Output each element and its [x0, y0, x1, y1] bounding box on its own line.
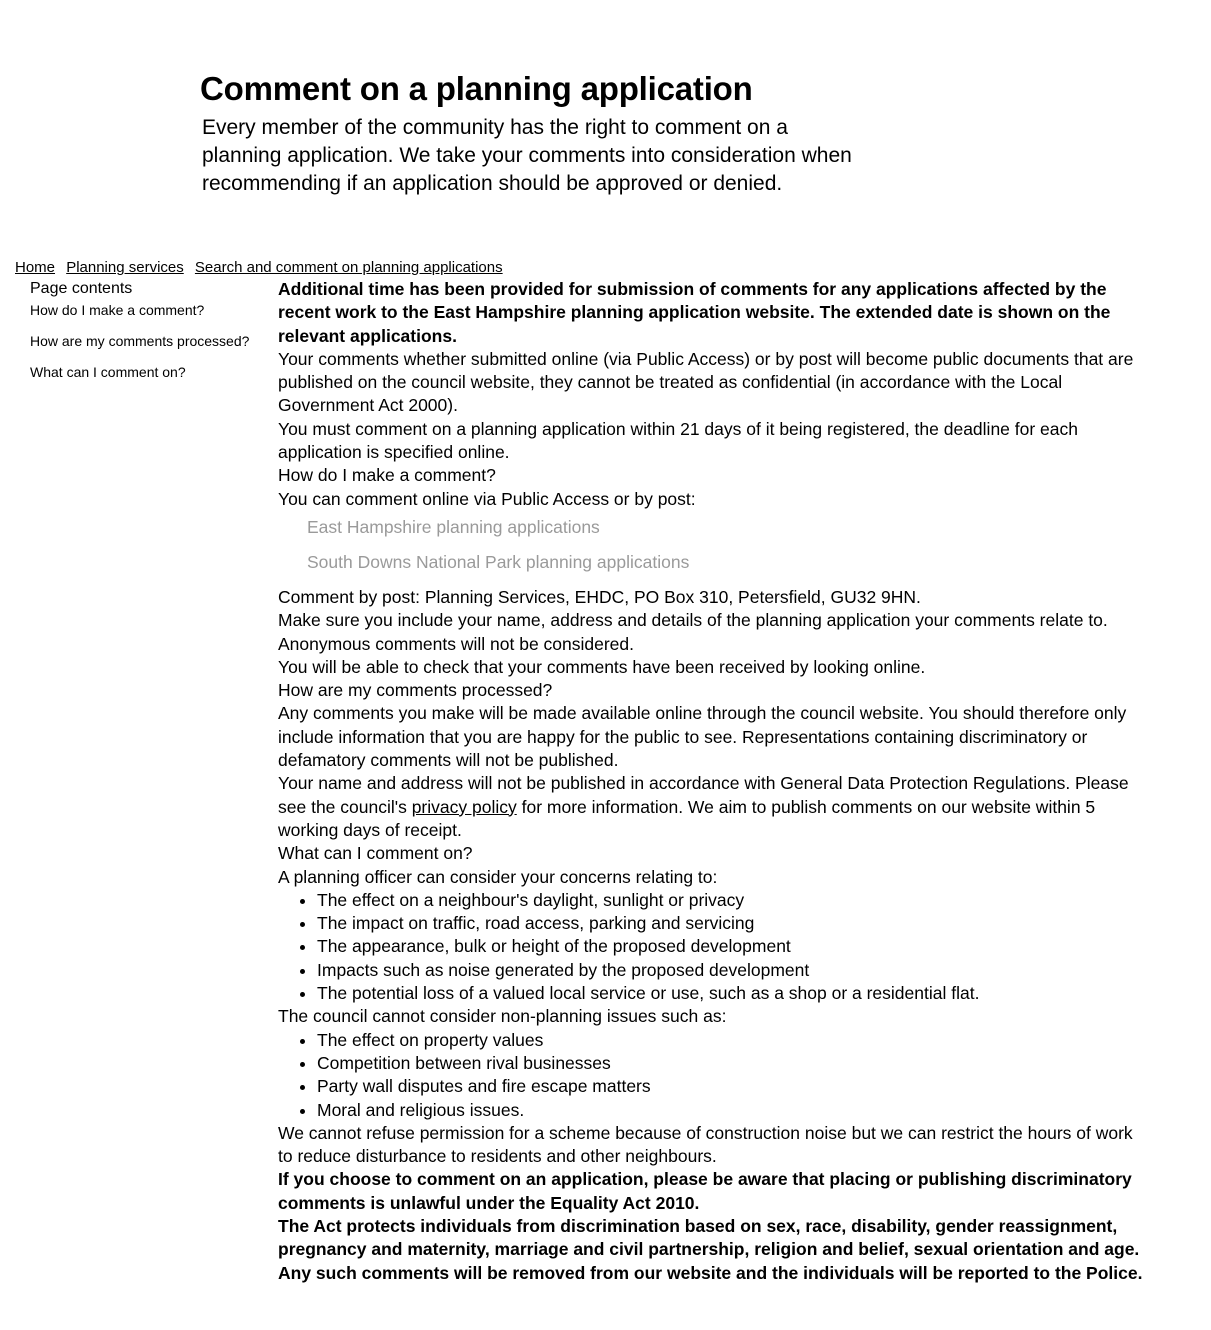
privacy-policy-link[interactable]: privacy policy — [411, 796, 517, 817]
list-item: • The impact on traffic, road access, parking and servicing — [317, 912, 1148, 935]
list-item: • Impacts such as noise generated by the proposed development — [317, 959, 1148, 982]
page-contents-list — [30, 300, 265, 382]
name-address-text — [278, 772, 1148, 842]
breadcrumb — [15, 258, 510, 278]
main-content — [278, 278, 1148, 1285]
breadcrumb-search-comment-link[interactable]: Search and comment on planning applications — [194, 259, 503, 276]
list-item: • Moral and religious issues. — [317, 1099, 1148, 1122]
page-contents — [30, 279, 265, 393]
online-or-post-text: You can comment online via Public Access or by post: — [278, 488, 696, 509]
anonymous-text: Anonymous comments will not be considered. — [278, 633, 635, 654]
south-downs-applications-link[interactable]: South Downs National Park planning applications — [307, 551, 690, 572]
toc-item-comments-processed[interactable]: How are my comments processed? — [30, 333, 250, 349]
consider-list — [278, 889, 1148, 1005]
cannot-consider-list — [278, 1029, 1148, 1122]
list-item: • The potential loss of a valued local service or use, such as a shop or a residential flat. — [317, 982, 1148, 1005]
list-item: • The effect on property values — [317, 1029, 1148, 1052]
page-contents-title: Page contents — [30, 280, 133, 297]
cannot-consider-text: The council cannot consider non-planning issues such as: — [278, 1006, 727, 1027]
check-online-text: You will be able to check that your comments have been received by looking online. — [278, 656, 926, 677]
heading-comments-processed: How are my comments processed? — [278, 680, 553, 701]
name-address-text-start: Your name and address will not be published in accordance with General Data Protection Regulations. Please see the council's — [278, 773, 1129, 817]
heading-make-comment: How do I make a comment? — [278, 465, 496, 486]
list-item: • The effect on a neighbour's daylight, sunlight or privacy — [317, 889, 1148, 912]
breadcrumb-planning-services-link[interactable]: Planning services — [66, 259, 184, 276]
page-intro: Every member of the community has the right to comment on a planning application. We take your comments into consideration when recommending if an application should be approved or denied. — [202, 116, 852, 195]
extension-notice: Additional time has been provided for submission of comments for any applications affected by the recent work to the East Hampshire planning application website. The extended date is shown on the relevant applications. — [278, 279, 1111, 346]
list-item: • Competition between rival businesses — [317, 1052, 1148, 1075]
post-address-text: Comment by post: Planning Services, EHDC, PO Box 310, Petersfield, GU32 9HN. — [278, 586, 921, 607]
deadline-text: You must comment on a planning application within 21 days of it being registered, the deadline for each application is specified online. — [278, 418, 1079, 463]
application-links — [307, 516, 1148, 574]
name-address-text-end: for more information. We aim to publish comments on our website within 5 working days of receipt. — [278, 796, 1096, 840]
toc-item-what-comment[interactable]: What can I comment on? — [30, 364, 186, 380]
public-documents-text: Your comments whether submitted online (via Public Access) or by post will become public documents that are published on the council website, they cannot be treated as confidential (in accordance with the Local Government Act 2000). — [278, 348, 1134, 416]
discrimination-warning: The Act protects individuals from discrimination based on sex, race, disability, gender reassignment, pregnancy and maternity, marriage and civil partnership, religion and belief, sexual orientation and age. Any such comments will be removed from our website and the individuals will be reported to the Police. — [278, 1215, 1143, 1283]
list-item: • Party wall disputes and fire escape matters — [317, 1075, 1148, 1098]
construction-noise-text: We cannot refuse permission for a scheme because of construction noise but we can restrict the hours of work to reduce disturbance to residents and other neighbours. — [278, 1122, 1133, 1167]
list-item: • The appearance, bulk or height of the proposed development — [317, 935, 1148, 958]
page-title: Comment on a planning application — [200, 70, 753, 107]
toc-item-make-comment[interactable]: How do I make a comment? — [30, 302, 205, 318]
consider-intro-text: A planning officer can consider your concerns relating to: — [278, 866, 718, 887]
east-hampshire-applications-link[interactable]: East Hampshire planning applications — [307, 516, 600, 537]
available-online-text: Any comments you make will be made available online through the council website. You should therefore only include information that you are happy for the public to see. Representations containing discriminatory or defamatory comments will not be published. — [278, 703, 1127, 771]
breadcrumb-home-link[interactable]: Home — [15, 259, 56, 276]
include-details-text: Make sure you include your name, address and details of the planning application your comments relate to. — [278, 610, 1108, 631]
equality-act-warning: If you choose to comment on an application, please be aware that placing or publishing discriminatory comments is unlawful under the Equality Act 2010. — [278, 1169, 1132, 1213]
page-header — [200, 68, 920, 198]
heading-what-comment: What can I comment on? — [278, 843, 473, 864]
